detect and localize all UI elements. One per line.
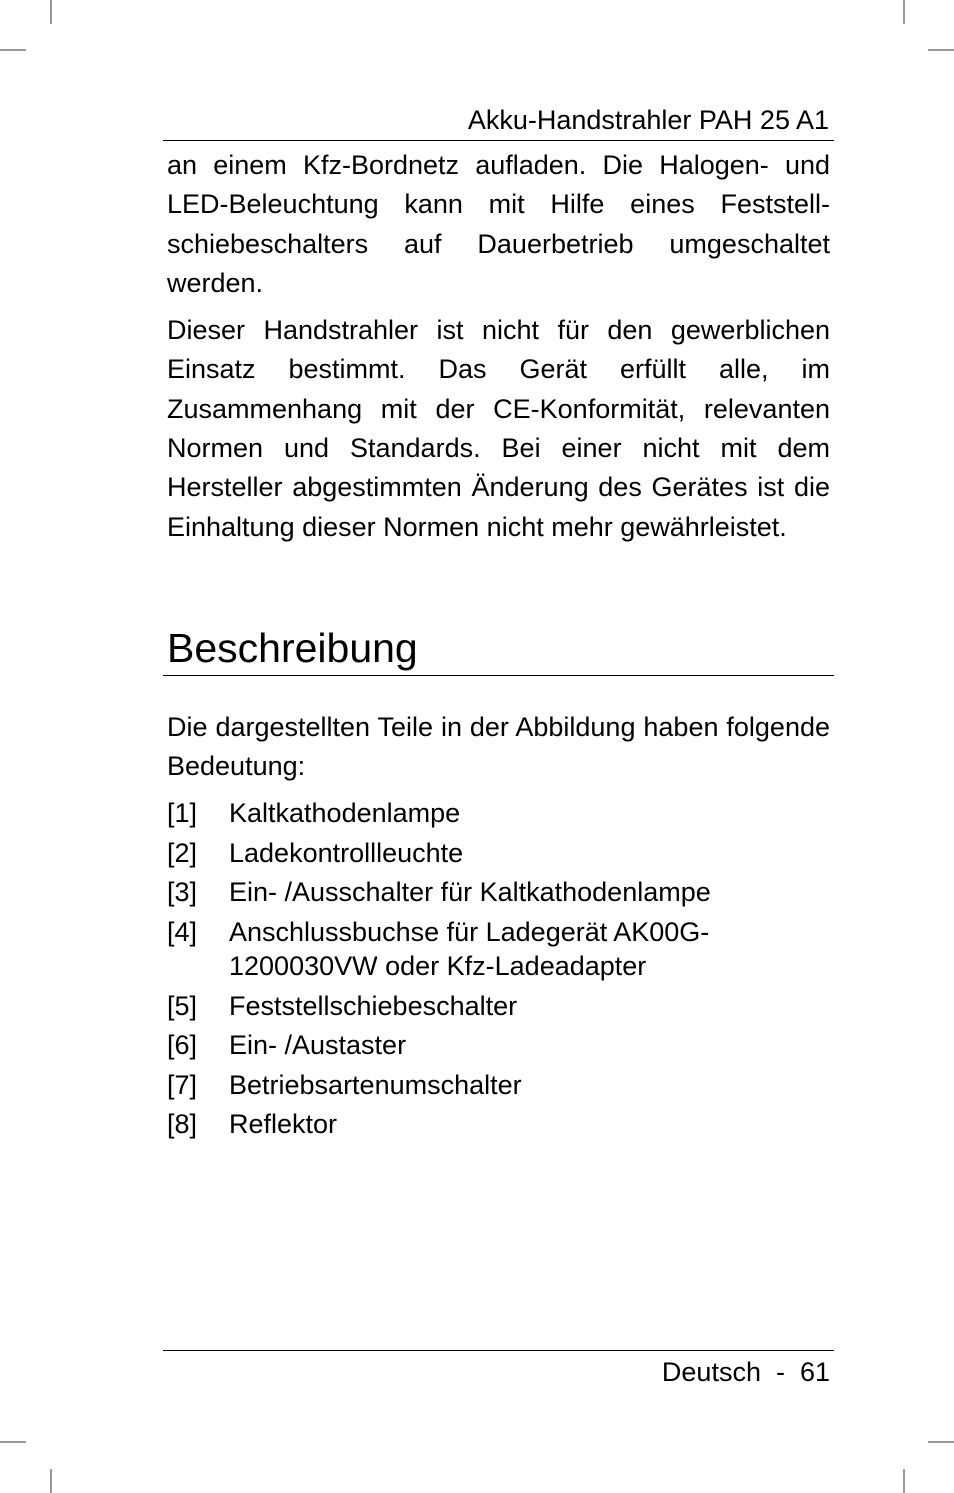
crop-mark bbox=[0, 49, 26, 51]
legend-label: Ein- /Ausschalter für Kaltkathodenlampe bbox=[229, 877, 711, 907]
crop-mark bbox=[0, 1441, 26, 1443]
legend-label: Betriebsartenumschalter bbox=[229, 1069, 522, 1100]
footer-rule bbox=[163, 1350, 834, 1351]
crop-mark bbox=[903, 0, 905, 24]
legend-item bbox=[167, 1028, 830, 1063]
crop-mark bbox=[903, 1469, 905, 1493]
legend-label: Ladekontrollleuchte bbox=[229, 837, 464, 868]
legend-label: Anschlussbuchse für Ladegerät AK00G-1200030VW oder Kfz-Ladeadapter bbox=[229, 916, 710, 981]
legend-number: [1] bbox=[167, 798, 198, 828]
legend-number: [5] bbox=[167, 990, 198, 1021]
section-heading: Beschreibung bbox=[167, 625, 418, 671]
legend-item bbox=[167, 796, 830, 831]
legend-number: [4] bbox=[167, 916, 198, 947]
legend-number: [6] bbox=[167, 1030, 198, 1060]
legend-label: Reflektor bbox=[229, 1109, 338, 1139]
legend-number: [8] bbox=[167, 1109, 198, 1139]
legend-item bbox=[167, 915, 830, 984]
legend-number: [2] bbox=[167, 837, 198, 868]
legend-label: Feststellschiebeschalter bbox=[229, 990, 518, 1021]
crop-mark bbox=[50, 0, 52, 24]
legend-label: Ein- /Austaster bbox=[229, 1030, 407, 1060]
crop-mark bbox=[928, 1441, 954, 1443]
legend-label: Kaltkathodenlampe bbox=[229, 798, 461, 828]
legend-item bbox=[167, 1068, 830, 1103]
body-text bbox=[167, 146, 830, 547]
crop-mark bbox=[928, 49, 954, 51]
header-rule bbox=[163, 140, 834, 141]
crop-mark bbox=[50, 1469, 52, 1493]
legend-item bbox=[167, 836, 830, 871]
legend-item bbox=[167, 875, 830, 910]
running-header: Akku-Handstrahler PAH 25 A1 bbox=[467, 105, 829, 135]
legend-number: [3] bbox=[167, 877, 198, 907]
paragraph-charging: an einem Kfz-Bordnetz aufladen. Die Halogen- und LED-Beleuchtung kann mit Hilfe eines Feststell-schiebeschalters auf Dauerbetrieb umgeschaltet werden. bbox=[167, 150, 830, 298]
legend-number: [7] bbox=[167, 1069, 198, 1100]
paragraph-usage-notice: Dieser Handstrahler ist nicht für den gewerblichen Einsatz bestimmt. Das Gerät erfüllt alle, im Zusammenhang mit der CE-Konformität, relevanten Normen und Standards. Bei einer nicht mit dem Hersteller abgestimmten Änderung des Gerätes ist die Einhaltung dieser Normen nicht mehr gewährleistet. bbox=[167, 315, 830, 542]
heading-rule bbox=[163, 675, 834, 676]
section-intro: Die dargestellten Teile in der Abbildung haben folgende Bedeutung: bbox=[167, 712, 830, 782]
legend-item bbox=[167, 1107, 830, 1142]
legend-item bbox=[167, 989, 830, 1024]
parts-legend bbox=[167, 796, 830, 1147]
page-footer: Deutsch - 61 bbox=[661, 1357, 830, 1387]
